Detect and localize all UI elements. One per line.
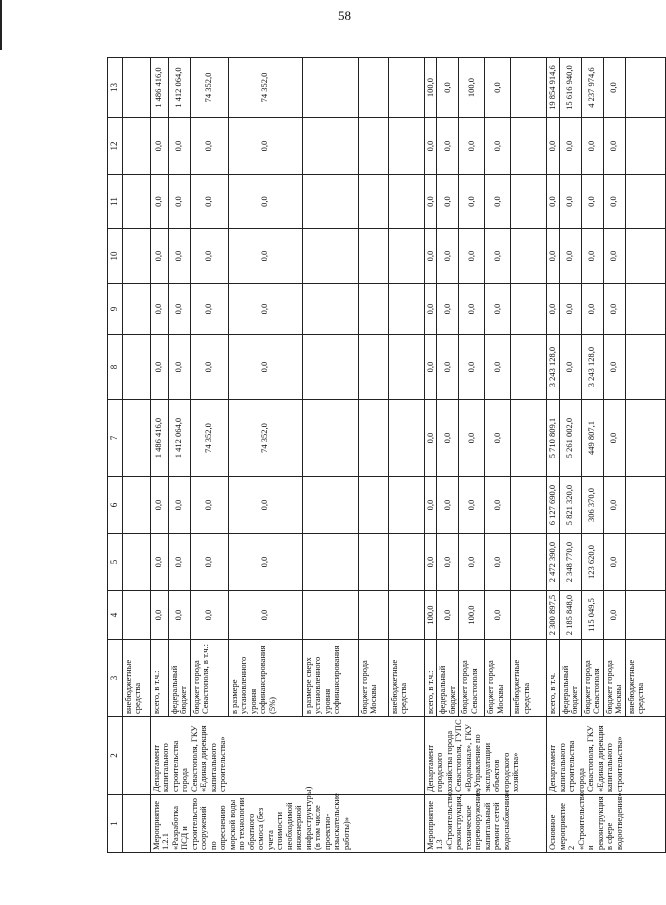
value-cell bbox=[358, 400, 388, 477]
value-cell bbox=[625, 58, 665, 118]
activity-cell: Основное мероприятие 2 «Строительство и реконструкция в сфере водоотведения» bbox=[547, 795, 666, 853]
value-cell bbox=[511, 284, 547, 335]
value-cell bbox=[625, 591, 665, 640]
value-cell: 0,0 bbox=[424, 477, 437, 534]
funding-source-cell: всего, в т.ч.: bbox=[150, 640, 168, 717]
value-cell: 74 352,0 bbox=[228, 400, 302, 477]
value-cell: 1 412 064,0 bbox=[168, 400, 190, 477]
value-cell: 115 049,5 bbox=[581, 591, 603, 640]
value-cell: 1 412 064,0 bbox=[168, 58, 190, 118]
value-cell bbox=[625, 229, 665, 284]
value-cell: 0,0 bbox=[150, 335, 168, 400]
value-cell: 1 486 416,0 bbox=[150, 400, 168, 477]
value-cell: 0,0 bbox=[603, 400, 625, 477]
value-cell: 0,0 bbox=[559, 335, 581, 400]
value-cell: 0,0 bbox=[485, 118, 511, 175]
funding-source-cell: внебюджетные средства bbox=[122, 640, 150, 717]
value-cell: 0,0 bbox=[485, 284, 511, 335]
value-cell: 0,0 bbox=[190, 118, 228, 175]
value-cell: 1 486 416,0 bbox=[150, 58, 168, 118]
value-cell bbox=[388, 400, 424, 477]
value-cell bbox=[302, 58, 358, 118]
value-cell: 0,0 bbox=[437, 229, 459, 284]
financing-table bbox=[107, 57, 666, 853]
value-cell: 0,0 bbox=[150, 284, 168, 335]
table-row bbox=[547, 58, 560, 853]
value-cell bbox=[358, 229, 388, 284]
value-cell: 0,0 bbox=[228, 477, 302, 534]
value-cell: 0,0 bbox=[459, 284, 485, 335]
value-cell: 0,0 bbox=[485, 335, 511, 400]
value-cell bbox=[388, 229, 424, 284]
value-cell: 0,0 bbox=[168, 335, 190, 400]
value-cell: 0,0 bbox=[168, 591, 190, 640]
funding-source-cell: бюджет города Севастополя, в т.ч.: bbox=[190, 640, 228, 717]
value-cell bbox=[625, 118, 665, 175]
value-cell: 6 127 690,0 bbox=[547, 477, 560, 534]
funding-source-cell: всего, в т.ч. bbox=[547, 640, 560, 717]
value-cell bbox=[511, 400, 547, 477]
header-cell: 6 bbox=[108, 477, 123, 534]
value-cell: 0,0 bbox=[603, 118, 625, 175]
value-cell bbox=[625, 175, 665, 229]
value-cell: 2 472 390,0 bbox=[547, 534, 560, 591]
value-cell: 0,0 bbox=[559, 175, 581, 229]
value-cell: 0,0 bbox=[603, 284, 625, 335]
value-cell: 0,0 bbox=[559, 284, 581, 335]
value-cell bbox=[358, 284, 388, 335]
value-cell: 0,0 bbox=[190, 477, 228, 534]
value-cell: 4 237 974,6 bbox=[581, 58, 603, 118]
value-cell: 0,0 bbox=[485, 175, 511, 229]
value-cell: 0,0 bbox=[150, 534, 168, 591]
value-cell bbox=[302, 534, 358, 591]
funding-source-cell: бюджет города Москвы bbox=[358, 640, 388, 717]
value-cell bbox=[388, 591, 424, 640]
value-cell: 0,0 bbox=[459, 477, 485, 534]
value-cell bbox=[358, 534, 388, 591]
funding-source-cell: федеральный бюджет bbox=[168, 640, 190, 717]
header-cell: 8 bbox=[108, 335, 123, 400]
value-cell bbox=[302, 229, 358, 284]
value-cell bbox=[302, 284, 358, 335]
value-cell: 0,0 bbox=[459, 534, 485, 591]
value-cell bbox=[358, 118, 388, 175]
value-cell bbox=[122, 284, 150, 335]
value-cell: 0,0 bbox=[459, 118, 485, 175]
value-cell: 0,0 bbox=[168, 118, 190, 175]
value-cell bbox=[388, 335, 424, 400]
value-cell bbox=[511, 534, 547, 591]
value-cell: 0,0 bbox=[485, 400, 511, 477]
value-cell bbox=[358, 175, 388, 229]
executor-cell: Департамент капитального строительства города Севастополя, ГКУ «Единая дирекция капитального строительства» bbox=[150, 717, 424, 795]
header-cell: 12 bbox=[108, 118, 123, 175]
value-cell: 0,0 bbox=[424, 229, 437, 284]
value-cell bbox=[388, 477, 424, 534]
value-cell: 0,0 bbox=[437, 477, 459, 534]
value-cell: 0,0 bbox=[437, 175, 459, 229]
value-cell: 0,0 bbox=[547, 229, 560, 284]
value-cell bbox=[511, 335, 547, 400]
value-cell: 0,0 bbox=[424, 400, 437, 477]
value-cell: 5 821 320,0 bbox=[559, 477, 581, 534]
executor-cell: Департамент капитального строительства города Севастополя, ГКУ «Единая дирекция капитального строительства» bbox=[547, 717, 666, 795]
value-cell: 3 243 128,0 bbox=[581, 335, 603, 400]
funding-source-cell: в размере установленного уровня софинансирования (5%) bbox=[228, 640, 302, 717]
header-cell: 1 bbox=[108, 795, 123, 853]
value-cell: 0,0 bbox=[424, 335, 437, 400]
value-cell: 0,0 bbox=[228, 284, 302, 335]
value-cell: 0,0 bbox=[168, 477, 190, 534]
value-cell bbox=[302, 591, 358, 640]
value-cell bbox=[122, 175, 150, 229]
value-cell bbox=[388, 118, 424, 175]
value-cell: 0,0 bbox=[603, 229, 625, 284]
rotated-table-container bbox=[107, 58, 645, 853]
value-cell: 0,0 bbox=[559, 229, 581, 284]
value-cell: 0,0 bbox=[603, 175, 625, 229]
value-cell bbox=[388, 175, 424, 229]
funding-source-cell: федеральный бюджет bbox=[559, 640, 581, 717]
value-cell: 0,0 bbox=[190, 335, 228, 400]
value-cell bbox=[511, 229, 547, 284]
header-cell: 11 bbox=[108, 175, 123, 229]
value-cell: 0,0 bbox=[581, 284, 603, 335]
value-cell: 0,0 bbox=[168, 534, 190, 591]
funding-source-cell: федеральный бюджет bbox=[437, 640, 459, 717]
header-cell: 5 bbox=[108, 534, 123, 591]
activity-cell bbox=[122, 795, 150, 853]
executor-cell bbox=[122, 717, 150, 795]
value-cell: 3 243 128,0 bbox=[547, 335, 560, 400]
value-cell bbox=[625, 284, 665, 335]
value-cell: 0,0 bbox=[437, 284, 459, 335]
value-cell: 0,0 bbox=[168, 175, 190, 229]
value-cell: 0,0 bbox=[228, 591, 302, 640]
value-cell: 0,0 bbox=[603, 477, 625, 534]
value-cell: 0,0 bbox=[190, 175, 228, 229]
value-cell bbox=[122, 58, 150, 118]
value-cell: 5 261 002,0 bbox=[559, 400, 581, 477]
funding-source-cell: бюджет города Москвы bbox=[603, 640, 625, 717]
value-cell bbox=[625, 400, 665, 477]
value-cell: 0,0 bbox=[581, 229, 603, 284]
value-cell: 0,0 bbox=[150, 591, 168, 640]
value-cell: 0,0 bbox=[459, 335, 485, 400]
value-cell: 74 352,0 bbox=[190, 58, 228, 118]
value-cell bbox=[302, 477, 358, 534]
value-cell: 0,0 bbox=[547, 175, 560, 229]
value-cell bbox=[122, 591, 150, 640]
funding-source-cell: бюджет города Москвы bbox=[485, 640, 511, 717]
value-cell: 100,0 bbox=[424, 591, 437, 640]
value-cell: 0,0 bbox=[485, 534, 511, 591]
value-cell: 0,0 bbox=[459, 229, 485, 284]
table-row bbox=[150, 58, 168, 853]
value-cell: 0,0 bbox=[603, 335, 625, 400]
value-cell: 0,0 bbox=[190, 534, 228, 591]
value-cell: 0,0 bbox=[437, 591, 459, 640]
value-cell bbox=[122, 477, 150, 534]
value-cell: 15 616 940,0 bbox=[559, 58, 581, 118]
value-cell: 0,0 bbox=[228, 335, 302, 400]
executor-cell: Департамент городского хозяйства города Севастополя, ГУПС «Водоканал», ГКУ «Управление по эксплуатации объектов городского хозяйства» bbox=[424, 717, 547, 795]
value-cell bbox=[122, 335, 150, 400]
value-cell: 0,0 bbox=[459, 400, 485, 477]
funding-source-cell: внебюджетные средства bbox=[388, 640, 424, 717]
value-cell bbox=[511, 118, 547, 175]
value-cell: 0,0 bbox=[190, 591, 228, 640]
value-cell: 74 352,0 bbox=[190, 400, 228, 477]
value-cell: 0,0 bbox=[437, 58, 459, 118]
value-cell: 0,0 bbox=[603, 591, 625, 640]
value-cell: 0,0 bbox=[228, 229, 302, 284]
value-cell: 449 807,1 bbox=[581, 400, 603, 477]
header-cell: 7 bbox=[108, 400, 123, 477]
value-cell: 0,0 bbox=[603, 58, 625, 118]
value-cell: 74 352,0 bbox=[228, 58, 302, 118]
value-cell bbox=[511, 591, 547, 640]
value-cell: 0,0 bbox=[228, 534, 302, 591]
value-cell: 0,0 bbox=[150, 229, 168, 284]
value-cell bbox=[358, 591, 388, 640]
value-cell: 0,0 bbox=[581, 175, 603, 229]
value-cell: 0,0 bbox=[559, 118, 581, 175]
binder-edge bbox=[0, 0, 2, 50]
value-cell: 0,0 bbox=[228, 175, 302, 229]
funding-source-cell: всего, в т.ч.: bbox=[424, 640, 437, 717]
value-cell: 0,0 bbox=[424, 175, 437, 229]
value-cell: 100,0 bbox=[459, 58, 485, 118]
value-cell bbox=[122, 118, 150, 175]
value-cell: 0,0 bbox=[437, 400, 459, 477]
value-cell bbox=[302, 118, 358, 175]
value-cell: 0,0 bbox=[424, 284, 437, 335]
value-cell bbox=[388, 58, 424, 118]
value-cell bbox=[122, 400, 150, 477]
value-cell: 5 710 809,1 bbox=[547, 400, 560, 477]
value-cell: 0,0 bbox=[168, 229, 190, 284]
value-cell bbox=[625, 335, 665, 400]
value-cell: 0,0 bbox=[150, 118, 168, 175]
value-cell: 306 370,0 bbox=[581, 477, 603, 534]
value-cell bbox=[358, 477, 388, 534]
value-cell bbox=[511, 58, 547, 118]
page-number: 58 bbox=[338, 8, 351, 23]
value-cell bbox=[302, 400, 358, 477]
header-cell: 4 bbox=[108, 591, 123, 640]
value-cell: 0,0 bbox=[424, 534, 437, 591]
value-cell bbox=[625, 477, 665, 534]
value-cell: 2 348 770,0 bbox=[559, 534, 581, 591]
funding-source-cell: бюджет города Севастополя bbox=[459, 640, 485, 717]
header-cell: 2 bbox=[108, 717, 123, 795]
value-cell bbox=[511, 175, 547, 229]
value-cell: 123 620,0 bbox=[581, 534, 603, 591]
value-cell bbox=[511, 477, 547, 534]
value-cell: 0,0 bbox=[581, 118, 603, 175]
value-cell: 0,0 bbox=[603, 534, 625, 591]
table-row bbox=[424, 58, 437, 853]
funding-source-cell: внебюджетные средства bbox=[511, 640, 547, 717]
value-cell: 2 300 897,5 bbox=[547, 591, 560, 640]
activity-cell: Мероприятие 1.2.1 «Разработка ПСД и строительство сооружений по опреснению морской воды по технологии обратного осмоса (без учета стоимости необходимой инженерной инфраструктуры) (в том числе проектно-изыскательские работы)» bbox=[150, 795, 424, 853]
value-cell: 19 854 914,6 bbox=[547, 58, 560, 118]
value-cell: 0,0 bbox=[437, 118, 459, 175]
value-cell: 100,0 bbox=[424, 58, 437, 118]
header-cell: 13 bbox=[108, 58, 123, 118]
value-cell: 0,0 bbox=[190, 284, 228, 335]
value-cell: 0,0 bbox=[485, 477, 511, 534]
value-cell: 0,0 bbox=[150, 477, 168, 534]
value-cell bbox=[388, 284, 424, 335]
value-cell: 0,0 bbox=[485, 58, 511, 118]
value-cell: 0,0 bbox=[485, 229, 511, 284]
value-cell: 0,0 bbox=[485, 591, 511, 640]
funding-source-cell: бюджет города Севастополя bbox=[581, 640, 603, 717]
value-cell: 0,0 bbox=[190, 229, 228, 284]
value-cell: 0,0 bbox=[168, 284, 190, 335]
value-cell bbox=[625, 534, 665, 591]
header-cell: 10 bbox=[108, 229, 123, 284]
header-cell: 9 bbox=[108, 284, 123, 335]
value-cell bbox=[358, 335, 388, 400]
funding-source-cell: внебюджетные средства bbox=[625, 640, 665, 717]
activity-cell: Мероприятие 1.3 «Строительство, реконструкция, техническое перевооружение, капитальный ремонт сетей водоснабжения» bbox=[424, 795, 547, 853]
value-cell: 0,0 bbox=[459, 175, 485, 229]
value-cell: 0,0 bbox=[437, 534, 459, 591]
value-cell bbox=[358, 58, 388, 118]
value-cell: 100,0 bbox=[459, 591, 485, 640]
funding-source-cell: в размере сверх установленного уровня софинансирования bbox=[302, 640, 358, 717]
value-cell bbox=[122, 534, 150, 591]
value-cell bbox=[302, 335, 358, 400]
table-row bbox=[122, 58, 150, 853]
value-cell: 0,0 bbox=[150, 175, 168, 229]
value-cell bbox=[122, 229, 150, 284]
value-cell: 0,0 bbox=[228, 118, 302, 175]
value-cell: 0,0 bbox=[424, 118, 437, 175]
header-cell: 3 bbox=[108, 640, 123, 717]
value-cell: 0,0 bbox=[547, 118, 560, 175]
value-cell: 0,0 bbox=[437, 335, 459, 400]
value-cell bbox=[302, 175, 358, 229]
value-cell bbox=[388, 534, 424, 591]
header-row bbox=[108, 58, 123, 853]
value-cell: 0,0 bbox=[547, 284, 560, 335]
value-cell: 2 185 848,0 bbox=[559, 591, 581, 640]
